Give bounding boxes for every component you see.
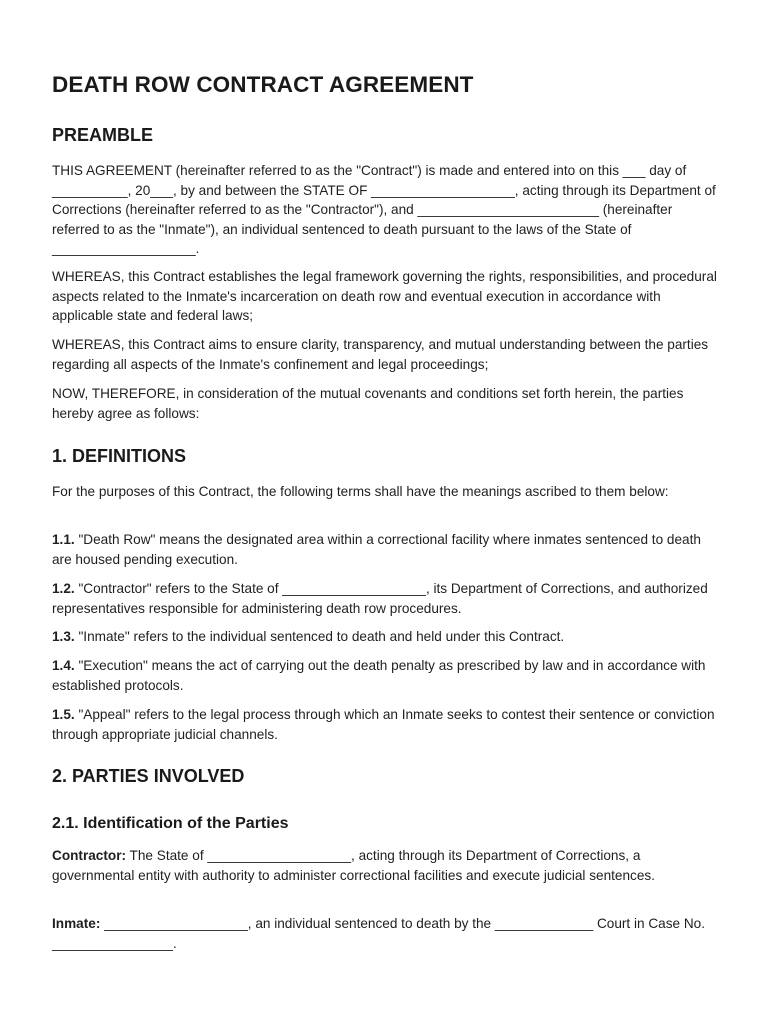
definition-number: 1.5. [52, 707, 75, 722]
definition-item [52, 656, 720, 695]
contractor-paragraph [52, 846, 720, 885]
definition-text: "Inmate" refers to the individual sentenced to death and held under this Contract. [74, 629, 565, 644]
definition-item [52, 705, 720, 744]
definition-number: 1.1. [52, 532, 75, 547]
definition-item [52, 579, 720, 618]
definition-text: "Appeal" refers to the legal process through which an Inmate seeks to contest their sentence or conviction through appropriate judicial channels. [52, 707, 715, 742]
definition-number: 1.2. [52, 581, 75, 596]
inmate-text: ___________________, an individual sentenced to death by the _____________ Court in Case No. ________________. [52, 916, 705, 951]
section-heading-parties: 2. PARTIES INVOLVED [52, 766, 245, 786]
inmate-paragraph [52, 914, 720, 953]
subsection-heading-identification: 2.1. Identification of the Parties [52, 815, 289, 832]
definition-number: 1.3. [52, 629, 75, 644]
definition-item [52, 530, 720, 569]
inmate-label: Inmate: [52, 916, 101, 931]
definition-item [52, 627, 720, 647]
definition-number: 1.4. [52, 658, 75, 673]
contractor-text: The State of ___________________, acting through its Department of Corrections, a governmental entity with authority to administer correctional facilities and execute judicial sentences. [52, 848, 655, 883]
preamble-paragraph-4: NOW, THEREFORE, in consideration of the mutual covenants and conditions set forth herein, the parties hereby agree as follows: [52, 386, 684, 421]
section-heading-preamble: PREAMBLE [52, 125, 154, 145]
definition-text: "Contractor" refers to the State of ___________________, its Department of Corrections, and authorized representatives responsible for administering death row procedures. [52, 581, 708, 616]
definition-text: "Death Row" means the designated area within a correctional facility where inmates sentenced to death are housed pending execution. [52, 532, 701, 567]
definition-text: "Execution" means the act of carrying out the death penalty as prescribed by law and in accordance with established protocols. [52, 658, 706, 693]
preamble-paragraph-1: THIS AGREEMENT (hereinafter referred to as the "Contract") is made and entered into on this ___ day of __________, 20___, by and between the STATE OF ___________________, acting through its Department of Corrections (hereinafter referred to as the "Contractor"), and ________________________ (hereinafter referred to as the "Inmate"), an individual sentenced to death pursuant to the laws of the State of ___________________. [52, 163, 716, 256]
preamble-paragraph-3: WHEREAS, this Contract aims to ensure clarity, transparency, and mutual understanding between the parties regarding all aspects of the Inmate's confinement and legal proceedings; [52, 337, 709, 372]
preamble-paragraph-2: WHEREAS, this Contract establishes the legal framework governing the rights, responsibilities, and procedural aspects related to the Inmate's incarceration on death row and eventual execution in accordance with applicable state and federal laws; [52, 269, 717, 323]
definitions-intro: For the purposes of this Contract, the following terms shall have the meanings ascribed to them below: [52, 484, 669, 499]
contractor-label: Contractor: [52, 848, 127, 863]
document-title: DEATH ROW CONTRACT AGREEMENT [52, 72, 474, 97]
section-heading-definitions: 1. DEFINITIONS [52, 446, 187, 466]
